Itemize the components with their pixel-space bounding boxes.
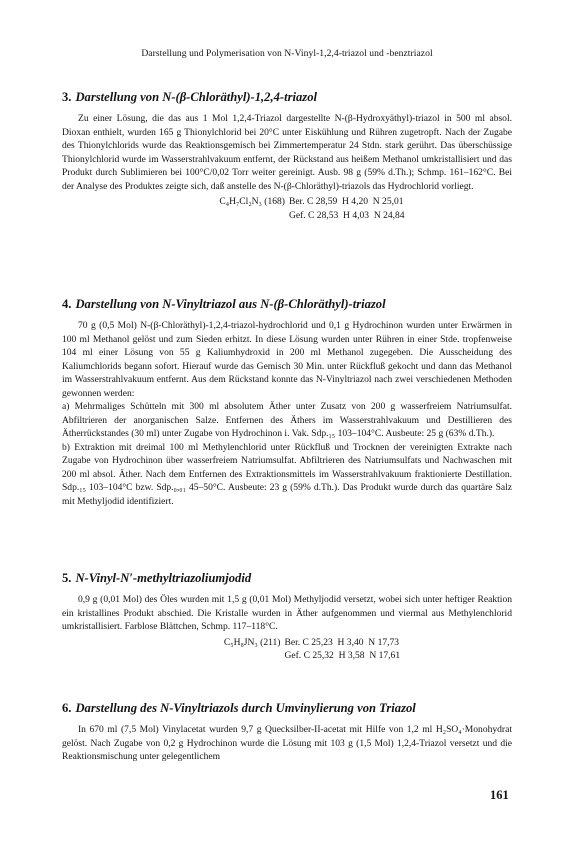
calc-label: Ber. [288, 196, 305, 207]
section-title: Darstellung des N-Vinyltriazols durch Umvinylierung von Triazol [75, 701, 416, 715]
section-3 [62, 90, 512, 222]
sub-paragraph-b: b) Extraktion mit dreimal 100 ml Methylenchlorid unter Rückfluß und Trocknen der vereinigten Extrakte nach Zugabe von Hydrochinon über wasserfreiem Natriumsulfat. Abfiltrieren des Natriumsulfats und Nachwaschen mit 200 ml absol. Äther. Nach dem Entfernen des Extraktionsmittels im Wasserstrahlvakuum fraktionierte Destillation. Sdp.₁₅ 103–104°C bzw. Sdp.₀,₀₁ 45–50°C. Ausbeute: 23 g (59% d.Th.). Das Produkt wurde durch das quartäre Salz mit Methyljodid identifiziert. [62, 441, 512, 507]
found-label: Gef. [284, 650, 302, 661]
paragraph: In 670 ml (7,5 Mol) Vinylacetat wurden 9,7 g Quecksilber-II-acetat mit Hilfe von 1,2 ml H₂SO₄·Monohydrat gelöst. Nach Zugabe von 0,2 g Hydrochinon wurde die Lösung mit 103 g (1,5 Mol) 1,2,4-Triazol versetzt und die Reaktionsmischung unter gelegentlichem [62, 724, 512, 762]
calc-label: Ber. [284, 636, 301, 648]
section-heading [62, 297, 512, 312]
calc-values: C 25,23 H 3,40 N 17,73 [302, 636, 400, 648]
section-title: Darstellung von N-(β-Chloräthyl)-1,2,4-triazol [75, 90, 318, 104]
paragraph: 0,9 g (0,01 Mol) des Öles wurden mit 1,5 g (0,01 Mol) Methyljodid versetzt, wobei sich unter heftiger Reaktion ein kristallines Produkt abschied. Die Kristalle wurden in Äther aufgenommen und viermal aus Methylenchlorid umkristallisiert. Farblose Blättchen, Schmp. 117–118°C. [62, 594, 512, 632]
section-heading [62, 90, 512, 105]
document-page [62, 0, 512, 864]
section-title: N-Vinyl-N′-methyltriazoliumjodid [75, 571, 252, 585]
elemental-analysis [162, 195, 462, 222]
found-values: C 28,53 H 4,03 N 24,84 [308, 209, 405, 221]
section-heading [62, 571, 512, 586]
calc-values: C 28,59 H 4,20 N 25,01 [307, 196, 404, 207]
section-number: 3. [62, 90, 72, 104]
paragraph: 70 g (0,5 Mol) N-(β-Chloräthyl)-1,2,4-triazol-hydrochlorid und 0,1 g Hydrochinon wurden unter Erwärmen in 100 ml Methanol gelöst und zum Sieden erhitzt. In diese Lösung wurden unter Rühren in einer Stde. tropfenweise 104 ml einer Lösung von 55 g Kaliumhydroxid in 200 ml Methanol zugegeben. Die Ausscheidung des Kaliumchlorids begann sofort. Hierauf wurde das Gemisch 30 Min. unter Rückfluß gekocht und dann das Methanol im Wasserstrahlvakuum entfernt. Aus dem Rückstand konnte das N-Vinyltriazol nach zwei verschiedenen Methoden gewonnen werden: [62, 320, 512, 399]
paragraph: Zu einer Lösung, die das aus 1 Mol 1,2,4-Triazol dargestellte N-(β-Hydroxyäthyl)-triazol in 500 ml absol. Dioxan enthielt, wurden 165 g Thionylchlorid bei 20°C unter Eiskühlung und Rühren zugetropft. Nach der Zugabe des Thionylchlorids wurde das Reaktionsgemisch bei Zimmertemperatur 24 Stdn. stark gerührt. Das überschüssige Thionylchlorid wurde im Wasserstrahlvakuum entfernt, der Rückstand aus heißem Methanol umkristallisiert und das Produkt durch Sublimieren bei 100°C/0,02 Torr weiter gereinigt. Ausb. 98 g (59% d.Th.); Schmp. 161–162°C. Bei der Analyse des Produktes zeigte sich, daß anstelle des N-(β-Chloräthyl)-triazols das Hydrochlorid vorliegt. [62, 113, 512, 192]
page-number: 161 [490, 788, 509, 802]
section-6 [62, 701, 512, 764]
compound-formula: C₄H₇Cl₂N₃ (168) [219, 196, 285, 207]
found-values: C 25,32 H 3,58 N 17,61 [303, 650, 401, 661]
section-number: 4. [62, 297, 72, 311]
found-label: Gef. [288, 209, 306, 221]
section-number: 6. [62, 701, 72, 715]
section-title: Darstellung von N-Vinyltriazol aus N-(β-Chloräthyl)-triazol [75, 297, 386, 311]
section-heading [62, 701, 512, 716]
section-body [62, 593, 512, 634]
section-number: 5. [62, 571, 72, 585]
compound-formula: C₅H₈JN₃ (211) [223, 636, 281, 648]
section-5 [62, 571, 512, 663]
running-head: Darstellung und Polymerisation von N-Vinyl-1,2,4-triazol und -benztriazol [141, 48, 433, 59]
section-4 [62, 297, 512, 508]
elemental-analysis [162, 636, 462, 663]
section-body [62, 723, 512, 764]
section-body [62, 319, 512, 508]
sub-paragraph-a: a) Mehrmaliges Schütteln mit 300 ml absolutem Äther unter Zusatz von 200 g wasserfreiem Natriumsulfat. Abfiltrieren der anorganischen Salze. Entfernen des Äthers im Wasserstrahlvakuum und Destillieren des Ätherrückstandes (30 ml) unter Zugabe von Hydrochinon i. Vak. Sdp.₁₅ 103–104°C. Ausbeute: 25 g (63% d.Th.). [62, 401, 512, 439]
section-body [62, 112, 512, 193]
